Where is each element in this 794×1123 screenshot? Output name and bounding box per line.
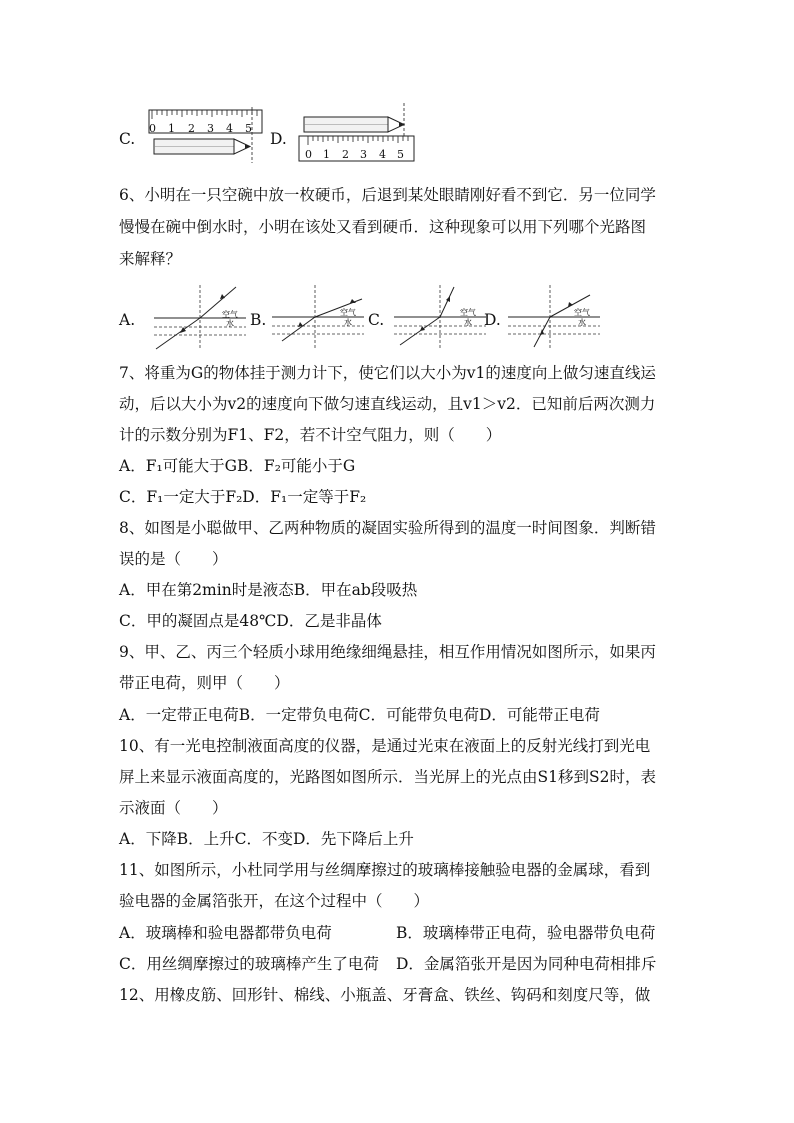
- ruler-figure-d: [296, 100, 421, 165]
- q6-light-path-diagram-a: [150, 283, 250, 351]
- scale-number: 1: [323, 148, 330, 161]
- q7-text-line-3: 计的示数分别为F1、F2，若不计空气阻力，则（ ）: [119, 426, 502, 444]
- q7-text-line-1: 7、将重为G的物体挂于测力计下，使它们以大小为v1的速度向上做匀速直线运: [119, 364, 656, 382]
- air-label: 空气: [460, 308, 476, 317]
- q8-options-line-1: A．甲在第2min时是液态B．甲在ab段吸热: [119, 581, 418, 599]
- q7-options-line-1: A．F₁可能大于GB．F₂可能小于G: [119, 457, 356, 475]
- water-label: 水: [344, 318, 352, 327]
- q9-text-line-1: 9、甲、乙、丙三个轻质小球用绝缘细绳悬挂，相互作用情况如图所示，如果丙: [119, 643, 656, 661]
- scale-number: 4: [379, 148, 386, 161]
- q6-text-line-1: 6、小明在一只空碗中放一枚硬币，后退到某处眼睛刚好看不到它．另一位同学: [119, 186, 656, 204]
- q9-text-line-2: 带正电荷，则甲（ ）: [119, 674, 290, 692]
- q11-option-d: D．金属箔张开是因为同种电荷相排斥: [396, 955, 657, 973]
- q8-text-line-2: 误的是（ ）: [119, 550, 228, 568]
- option-d-label: D.: [270, 130, 287, 148]
- q6-light-path-diagram-c: [390, 283, 490, 351]
- q9-options-line-1: A．一定带正电荷B．一定带负电荷C．可能带负电荷D．可能带正电荷: [119, 706, 600, 724]
- q6-option-a-label: A.: [119, 311, 136, 329]
- q12-text-line-1: 12、用橡皮筋、回形针、棉线、小瓶盖、牙膏盒、铁丝、钩码和刻度尺等，做: [119, 986, 651, 1004]
- scale-number: 3: [207, 122, 214, 135]
- q11-text-line-2: 验电器的金属箔张开，在这个过程中（ ）: [119, 892, 430, 910]
- water-label: 水: [578, 318, 586, 327]
- water-label: 水: [464, 318, 472, 327]
- option-c-label: C.: [119, 130, 136, 148]
- scale-number: 3: [360, 148, 367, 161]
- q11-option-c: C．用丝绸摩擦过的玻璃棒产生了电荷: [119, 955, 379, 973]
- q10-text-line-3: 示液面（ ）: [119, 799, 228, 817]
- q11-option-b: B．玻璃棒带正电荷，验电器带负电荷: [396, 924, 656, 942]
- scale-number: 2: [188, 122, 195, 135]
- air-label: 空气: [340, 308, 356, 317]
- scale-number: 1: [168, 122, 175, 135]
- ruler-figure-c: [146, 105, 266, 165]
- q7-options-line-2: C．F₁一定大于F₂D．F₁一定等于F₂: [119, 488, 367, 506]
- air-label: 空气: [222, 310, 238, 319]
- q8-text-line-1: 8、如图是小聪做甲、乙两种物质的凝固实验所得到的温度一时间图象．判断错: [119, 519, 656, 537]
- scale-number: 2: [342, 148, 349, 161]
- q6-option-b-label: B.: [250, 311, 267, 329]
- q6-option-c-label: C.: [368, 311, 385, 329]
- q8-options-line-2: C．甲的凝固点是48℃D．乙是非晶体: [119, 612, 382, 630]
- scale-number: 0: [149, 122, 156, 135]
- q11-option-a: A．玻璃棒和验电器都带负电荷: [119, 924, 332, 942]
- air-label: 空气: [574, 308, 590, 317]
- scale-number: 5: [245, 122, 252, 135]
- q6-option-d-label: D.: [484, 311, 501, 329]
- q10-text-line-1: 10、有一光电控制液面高度的仪器，是通过光束在液面上的反射光线打到光电: [119, 737, 651, 755]
- q6-text-line-3: 来解释？: [119, 250, 182, 268]
- q6-text-line-2: 慢慢在碗中倒水时，小明在该处又看到硬币．这种现象可以用下列哪个光路图: [119, 218, 647, 236]
- q7-text-line-2: 动，后以大小为v2的速度向下做匀速直线运动，且v1＞v2．已知前后两次测力: [119, 395, 656, 413]
- scale-number: 0: [305, 148, 312, 161]
- scale-number: 4: [226, 122, 233, 135]
- q10-options-line-1: A．下降B．上升C．不变D．先下降后上升: [119, 830, 414, 848]
- scale-number: 5: [397, 148, 404, 161]
- q6-light-path-diagram-b: [268, 283, 368, 351]
- q10-text-line-2: 屏上来显示液面高度的，光路图如图所示．当光屏上的光点由S1移到S2时，表: [119, 768, 656, 786]
- q6-light-path-diagram-d: [504, 283, 604, 351]
- water-label: 水: [226, 319, 234, 328]
- q11-text-line-1: 11、如图所示，小杜同学用与丝绸摩擦过的玻璃棒接触验电器的金属球，看到: [119, 861, 651, 879]
